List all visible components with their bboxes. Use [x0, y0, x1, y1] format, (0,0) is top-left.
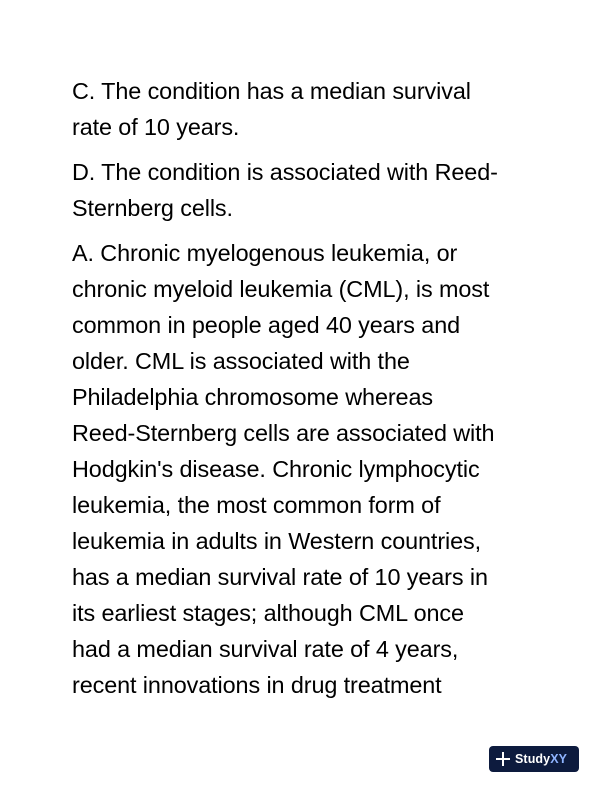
document-body — [72, 73, 542, 712]
watermark-text — [515, 752, 567, 766]
text-line: leukemia in adults in Western countries, — [72, 528, 482, 554]
text-line: Sternberg cells. — [72, 195, 233, 221]
text-line: recent innovations in drug treatment — [72, 672, 442, 698]
text-line: rate of 10 years. — [72, 114, 240, 140]
text-line: had a median survival rate of 4 years, — [72, 636, 459, 662]
text-line: older. CML is associated with the — [72, 348, 410, 374]
text-line: Reed-Sternberg cells are associated with — [72, 420, 495, 446]
text-line: C. The condition has a median survival — [72, 78, 471, 104]
text-line: Hodgkin's disease. Chronic lymphocytic — [72, 456, 480, 482]
text-line: D. The condition is associated with Reed- — [72, 159, 498, 185]
text-line: common in people aged 40 years and — [72, 312, 461, 338]
text-line: chronic myeloid leukemia (CML), is most — [72, 276, 490, 302]
text-line: A. Chronic myelogenous leukemia, or — [72, 240, 458, 266]
studyxy-watermark — [489, 746, 579, 772]
text-line: Philadelphia chromosome whereas — [72, 384, 433, 410]
watermark-text-main: Study — [515, 752, 551, 766]
answer-option-c — [72, 73, 542, 145]
text-line: its earliest stages; although CML once — [72, 600, 464, 626]
answer-option-d — [72, 154, 542, 226]
text-line: has a median survival rate of 10 years in — [72, 564, 488, 590]
plus-icon — [496, 752, 510, 766]
answer-explanation — [72, 235, 542, 703]
text-line: leukemia, the most common form of — [72, 492, 441, 518]
watermark-text-accent: XY — [550, 752, 568, 766]
